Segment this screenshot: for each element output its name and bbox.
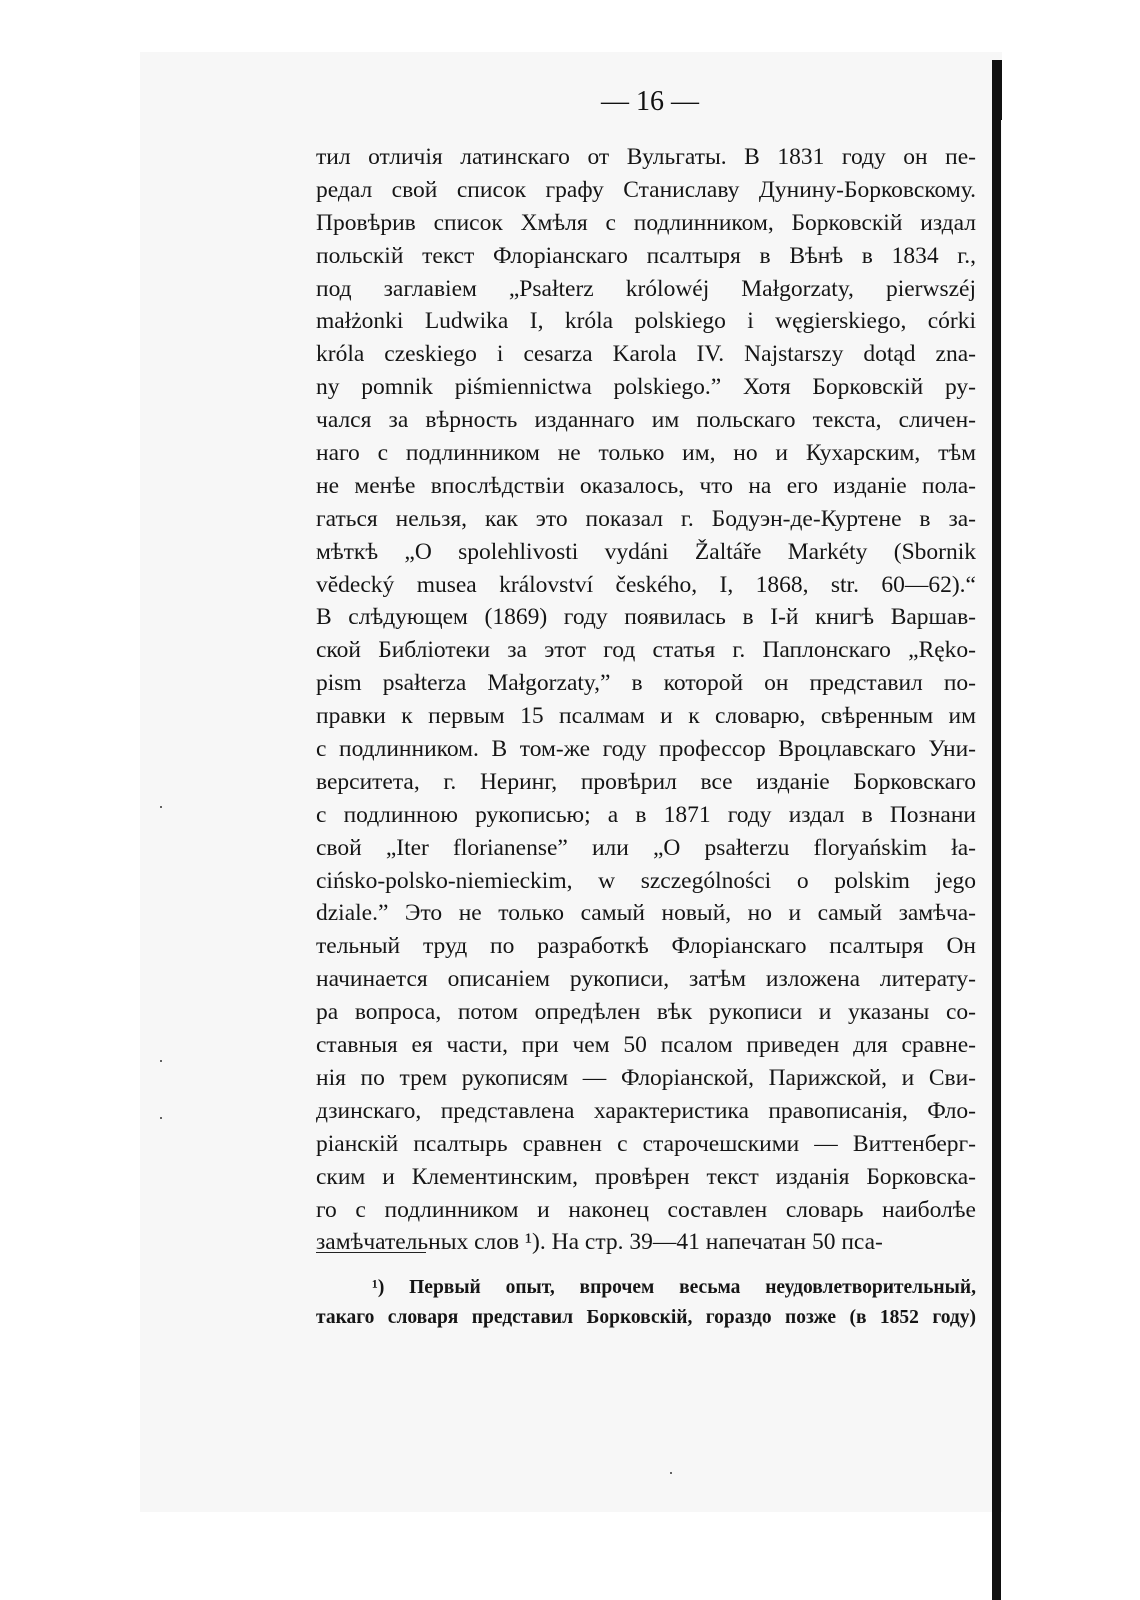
- text-line: ским и Клементинским, провѣрен текст изданія Борковска-: [316, 1163, 976, 1190]
- text-line: króla czeskiego i cesarza Karola IV. Najstarszy dotąd zna-: [316, 341, 976, 368]
- text-line: редал свой список графу Станиславу Дунину-Борковскому.: [316, 176, 976, 203]
- page-number: — 16 —: [601, 86, 699, 117]
- text-line: с подлинником. В том-же году профессор Вроцлавскаго Уни-: [316, 736, 976, 763]
- text-line: свой „Iter florianense” или „O psałterzu floryańskim ła-: [316, 834, 976, 861]
- scan-speck: [160, 806, 162, 808]
- text-line: с подлинною рукописью; а в 1871 году издал в Познани: [316, 801, 976, 828]
- scan-speck: [670, 1472, 672, 1474]
- footnote-line: ¹) Первый опыт, впрочем весьма неудовлетворительный,: [372, 1277, 976, 1298]
- text-line: польскій текст Флоріанскаго псалтыря в Вѣнѣ в 1834 г.,: [316, 242, 976, 269]
- text-line: тил отличія латинскаго от Вульгаты. В 1831 году он пе-: [316, 144, 976, 170]
- text-line: начинается описаніем рукописи, затѣм изложена литерату-: [316, 966, 976, 993]
- text-line: наго с подлинником не только им, но и Кухарским, тѣм: [316, 440, 976, 467]
- scan-speck: [160, 1117, 162, 1119]
- text-line: верситета, г. Неринг, провѣрил все изданіе Борковскаго: [316, 768, 976, 795]
- text-line: го с подлинником и наконец составлен словарь наиболѣе: [316, 1196, 976, 1223]
- text-line: vĕdecký musea království českého, I, 1868, str. 60—62).“: [316, 571, 976, 598]
- main-text-block: [316, 141, 976, 1259]
- page-edge-shadow: [992, 60, 1001, 1600]
- text-line: под заглавіем „Psałterz królowéj Małgorzaty, pierwszéj: [316, 275, 976, 302]
- text-line: małżonki Ludwika I, króla polskiego i węgierskiego, córki: [316, 308, 976, 335]
- text-line: мѣткѣ „O spolehlivosti vydáni Žaltáře Markéty (Sbornik: [316, 538, 976, 565]
- text-line: Провѣрив список Хмѣля с подлинником, Борковскій издал: [316, 209, 976, 236]
- text-line: ставныя ея части, при чем 50 псалом приведен для сравне-: [316, 1032, 976, 1059]
- text-line: ny pomnik piśmiennictwa polskiego.” Хотя Борковскій ру-: [316, 374, 976, 401]
- text-line: замѣчательных слов ¹). На стр. 39—41 напечатан 50 пса-: [316, 1229, 883, 1256]
- text-line: ской Библіотеки за этот год статья г. Паплонскаго „Ręko-: [316, 637, 976, 664]
- text-line: гаться нельзя, как это показал г. Бодуэн-де-Куртене в за-: [316, 505, 976, 532]
- text-line: ріанскій псалтырь сравнен с старочешскими — Виттенберг-: [316, 1130, 976, 1157]
- text-line: нія по трем рукописям — Флоріанской, Парижской, и Сви-: [316, 1064, 976, 1091]
- footnote-separator: [316, 1252, 426, 1253]
- footnote: [316, 1273, 976, 1333]
- text-line: дзинскаго, представлена характеристика правописанія, Фло-: [316, 1097, 976, 1124]
- text-line: pism psałterza Małgorzaty,” в которой он представил по-: [316, 670, 976, 697]
- text-line: тельный труд по разработкѣ Флоріанскаго псалтыря Он: [316, 933, 976, 960]
- text-line: чался за вѣрность изданнаго им польскаго текста, сличен-: [316, 407, 976, 434]
- scan-speck: [160, 1060, 162, 1062]
- text-line: не менѣе впослѣдствіи оказалось, что на его изданіе пола-: [316, 472, 976, 499]
- text-line: ра вопроса, потом опредѣлен вѣк рукописи и указаны со-: [316, 999, 976, 1026]
- text-line: правки к первым 15 псалмам и к словарю, свѣренным им: [316, 703, 976, 730]
- text-line: dziale.” Это не только самый новый, но и самый замѣча-: [316, 900, 976, 927]
- text-line: В слѣдующем (1869) году появилась в I-й книгѣ Варшав-: [316, 604, 976, 631]
- text-line: cińsko-polsko-niemieckim, w szczególności o polskim jego: [316, 867, 976, 894]
- footnote-line: такаго словаря представил Борковскій, гораздо позже (в 1852 году): [316, 1307, 976, 1328]
